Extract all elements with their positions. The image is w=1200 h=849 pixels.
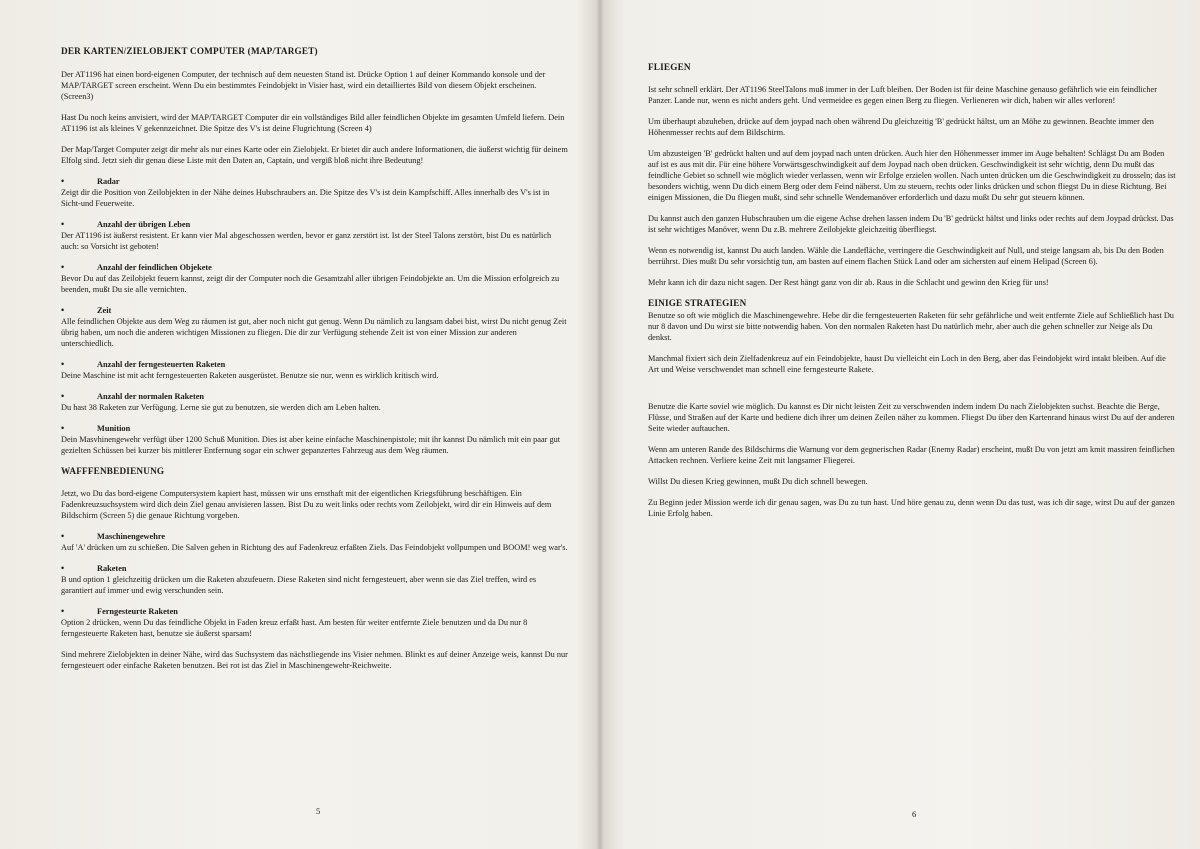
item-heading: Anzahl der normalen Raketen (97, 392, 205, 401)
item-heading: Anzahl der feindlichen Objekete (97, 263, 212, 272)
closing-paragraph: Sind mehrere Zielobjekten in deiner Nähe, wird das Suchsystem das nächstliegende ins Visier nehmen. Blinkt es auf deiner Anzeige weis, kannst Du nur ferngesteuert oder einfache Raketen benutzen. Bei rot ist das Ziel in Maschinengewehr-Reichweite. (61, 650, 568, 670)
bullet-icon: • (61, 606, 65, 616)
flying-paragraph: Wenn es notwendig ist, kannst Du auch landen. Wähle die Landefläche, verringere die Geschwindigkeit auf Null, und steige langsam ab, bis Du den Boden berrührst. Dies mußt Du sehr vorsichtig tun, am basten auf einem flachen Stück Land oder am sichersten auf einem Helipad (Screen 6). (648, 246, 1164, 266)
item-heading: Ferngesteurte Raketen (97, 607, 178, 616)
flying-paragraph: Um abzusteigen 'B' gedrückt halten und auf dem joypad nach unten drücken. Auch hier den Höhenmesser immer im Auge behalten! Schlägst Du am Boden auf ist es aus mit dir. Für eine höhere Vorwärtsgeschwindigkeit auf dem Joypad nach oben drücken. Geschwindigkeit ist sehr wichtig, denn Du mußt das feindliche Gebiet so schnell wie möglich wieder verlassen, wenn wir Erfolge erzielen wollen. Nach unten drücken um die Geschwindigkeit zu drosseln; das ist besonders wichtig, wenn Du dich einem Berg oder dem Feind näherst. Um zu steuern, rechts oder links drücken und schon fliegst Du in diese Richtung. Bei einigen Missionen, die Du fliegen mußt, sind sehr schnelle Wendemanöver erforderlich und dazu mußt Du sehr gut steuern können. (648, 149, 1176, 202)
strategy-paragraph: Manchmal fixiert sich dein Zielfadenkreuz auf ein Feindobjekte, haust Du vielleicht ein Loch in den Berg, aber das Feindobjekt wird intakt bleiben. Auf die Art und Weise verschwendet man schnell eine ferngesteurte Rakete. (648, 354, 1166, 374)
item-text: Auf 'A' drücken um zu schießen. Die Salven gehen in Richtung des auf Fadenkreuz erfaßten Ziels. Das Feindobjekt vollpumpen und BOOM! weg war's. (61, 543, 568, 552)
page-number: 6 (912, 809, 917, 819)
item-text: Du hast 38 Raketen zur Verfügung. Lerne sie gut zu benutzen, sie werden dich am Leben halten. (61, 403, 381, 412)
strategy-paragraph: Benutze so oft wie möglich die Maschinengewehre. Hebe dir die ferngesteuerten Raketen für sehr gefährliche und weit entfernte Ziele auf Schließlich hast Du nur 8 davon und Du wirst sie bitte notwendig haben. Von den normalen Raketen hast Du natürlich mehr, aber auch die gehen schneller zur Neige als Du denkst. (648, 311, 1174, 342)
list-item-guided-missiles (61, 359, 568, 381)
bullet-icon: • (61, 359, 65, 369)
section-title-strategies: EINIGE STRATEGIEN (648, 298, 747, 308)
flying-paragraph: Um überhaupt abzuheben, drücke auf dem joypad nach oben während Du gleichzeitig 'B' gedrückt hältst, um an Möhe zu gewinnen. Beachte immer den Höhenmesser rechts auf dem Bildschirm. (648, 117, 1154, 137)
strategy-paragraph: Willst Du diesen Krieg gewinnen, mußt Du dich schnell bewegen. (648, 477, 868, 486)
item-text: Bevor Du auf das Zeilobjekt feuern kannst, zeigt dir der Computer noch die Gesamtzahl aller übrigen Feindobjekte an. Um die Mission erfolgreich zu beenden, mußt Du sie alle vernichten. (61, 274, 560, 294)
left-page (0, 0, 598, 849)
bullet-icon: • (61, 391, 65, 401)
list-item-radar (61, 176, 568, 209)
item-text: B und option 1 gleichzeitig drücken um die Raketen abzufeuern. Diese Raketen sind nicht ferngesteuert, aber wenn sie das Ziel treffen, wird es garantiert auf immer und ewig verschunden sein. (61, 575, 537, 595)
section-title-weapons: WAFFFENBEDIENUNG (61, 466, 165, 476)
bullet-icon: • (61, 262, 65, 272)
item-text: Der AT1196 ist äußerst resistent. Er kann vier Mal abgeschossen werden, bevor er ganz zerstört ist. Ist der Steel Talons zerstört, bist Du es natürlich auch: so Vorsicht ist geboten! (61, 231, 552, 251)
list-item-enemy-count (61, 262, 568, 295)
item-heading: Zeit (97, 306, 112, 315)
strategy-paragraph: Wenn am unteren Rande des Bildschirms die Warnung vor dem gegnerischen Radar (Enemy Radar) erscheint, mußt Du von jetzt am kmit massiren feinflichen Attacken rechnen. Verliere keine Zeit mit langsamer Fliegerei. (648, 445, 1175, 465)
list-item-lives (61, 219, 568, 252)
flying-paragraph: Du kannst auch den ganzen Hubschrauben um die eigene Achse drehen lassen indem Du 'B' gedrückt hältst und links oder rechts auf dem Joypad drückst. Das ist sehr wichtiges Manöver, wenn Du z.B. mehrere Zeilobjekte gleichzeitig überfliegst. (648, 214, 1174, 234)
list-item-normal-missiles (61, 391, 568, 413)
section-title-flying: FLIEGEN (648, 62, 691, 72)
item-text: Deine Maschine ist mit acht ferngesteuerten Raketen ausgerüstet. Benutze sie nur, wenn es wirklich kritisch wird. (61, 371, 439, 380)
item-heading: Raketen (97, 564, 127, 573)
intro-paragraph: Der AT1196 hat einen bord-eigenen Computer, der technisch auf dem neuesten Stand ist. Drücke Option 1 auf deiner Kommando konsole und der MAP/TARGET screen erscheint. Wenn Du ein bestimmtes Feindobjekt in Visier hast, wird ein detailliertes Bild von diesem Objekt erscheinen. (Screen3) (61, 70, 546, 101)
bullet-icon: • (61, 176, 65, 186)
strategy-paragraph: Benutze die Karte soviel wie möglich. Du kannst es Dir nicht leisten Zeit zu verschwenden indem indem Du nach Zielobjekten suchst. Beachte die Berge, Flüsse, und Straßen auf der Karte und bediene dich ihrer um deinen Zeilen näher zu kommen. Fliegst Du über den Kartenrand hinaus wirst Du auf der anderen Seite wieder auftauchen. (648, 402, 1175, 433)
bullet-icon: • (61, 563, 65, 573)
item-heading: Maschinengewehre (97, 532, 166, 541)
section-title-map-target: DER KARTEN/ZIELOBJEKT COMPUTER (MAP/TARGET) (61, 46, 318, 56)
item-text: Option 2 drücken, wenn Du das feindliche Objekt in Faden kreuz erfaßt hast. Am besten für weiter entfernte Ziele benutzen und da Du nur 8 ferngesteuerte Raketen hast, benutze sie äußerst sparsam! (61, 618, 528, 638)
item-heading: Anzahl der ferngesteuerten Raketen (97, 360, 226, 369)
item-heading: Munition (97, 424, 131, 433)
list-item-rockets (61, 563, 568, 596)
item-heading: Radar (97, 177, 120, 186)
list-item-guided-rockets (61, 606, 568, 639)
spacer (648, 385, 1176, 401)
flying-paragraph: Ist sehr schnell erklärt. Der AT1196 SteelTalons muß immer in der Luft bleiben. Der Boden ist für deine Maschine genauso gefährlich wie ein feindlicher Panzer. Lande nur, wenn es nicht anders geht. Und vermeidee es gegen einen Berg zu fliegen. Verlieneren wir dich, haben wir alles verloren! (648, 85, 1157, 105)
bullet-icon: • (61, 423, 65, 433)
item-heading: Anzahl der übrigen Leben (97, 220, 191, 229)
strategy-paragraph: Zu Beginn jeder Mission werde ich dir genau sagen, was Du zu tun hast. Und höre genau zu, denn wenn Du das tust, was ich dir sage, wirst Du auf der ganzen Linie Erfolg haben. (648, 498, 1175, 518)
right-page (602, 0, 1200, 849)
flying-paragraph: Mehr kann ich dir dazu nicht sagen. Der Rest hängt ganz von dir ab. Raus in die Schlacht und gewinn den Krieg für uns! (648, 278, 1049, 287)
weapons-intro: Jetzt, wo Du das bord-eigene Computersystem kapiert hast, müssen wir uns ernsthaft mit der eigentlichen Kriegsführung beschäftigen. Ein Fadenkreuzsuchsystem wird dich dein Ziel genau anvisieren lassen. Bist Du zu weit links oder rechts vom Zeilobjekt, wird dir ein Hinweis auf dem Bildschirm (Screen 5) die genaue Richtung vorgeben. (61, 489, 552, 520)
list-item-ammunition (61, 423, 568, 456)
page-number: 5 (316, 806, 321, 816)
intro-paragraph: Hast Du noch keins anvisiert, wird der MAP/TARGET Computer dir ein vollständiges Bild aller feindlichen Objekte im gesamten Umfeld liefern. Dein AT1196 ist als kleines V gekennzeichnet. Die Spitze des V's ist deine Flugrichtung (Screen 4) (61, 113, 565, 133)
list-item-machine-guns (61, 531, 568, 553)
item-text: Dein Masvhinengewehr verfügt über 1200 Schuß Munition. Dies ist aber keine einfache Maschinenpistole; mit ihr kannst Du nämlich mit ein paar gut gezielten Schüssen bei kurzer bis mittlerer Entfernung sogar ein schwer gepanzertes Fahrzeug aus dem Weg räumen. (61, 435, 561, 455)
bullet-icon: • (61, 305, 65, 315)
intro-paragraph: Der Map/Target Computer zeigt dir mehr als nur eines Karte oder ein Zielobjekt. Er bietet dir auch andere Informationen, die äußerst wichtig für deinem Elfolg sind. Jetzt sieh dir genau diese Liste mit den Daten an, Captain, und vergiß bloß nicht ihre Bedeutung! (61, 145, 568, 165)
list-item-time (61, 305, 568, 349)
item-text: Alle feindlichen Objekte aus dem Weg zu räumen ist gut, aber noch nicht gut genug. Wenn Du nämlich zu langsam dabei bist, wirst Du nicht genug Zeit übrig haben, um noch die anderen wichtigen Missionen zu fliegen. Die dir zur Verfügung stehende Zeit ist von einer Mission zur anderen unterschiedlich. (61, 317, 567, 348)
bullet-icon: • (61, 531, 65, 541)
item-text: Zeigt dir die Position von Zeilobjekten in der Nähe deines Hubschraubers an. Die Spitze des V's ist dein Kampfschiff. Alles innerhalb des V's ist in Sicht-und Feuerweite. (61, 188, 550, 208)
bullet-icon: • (61, 219, 65, 229)
